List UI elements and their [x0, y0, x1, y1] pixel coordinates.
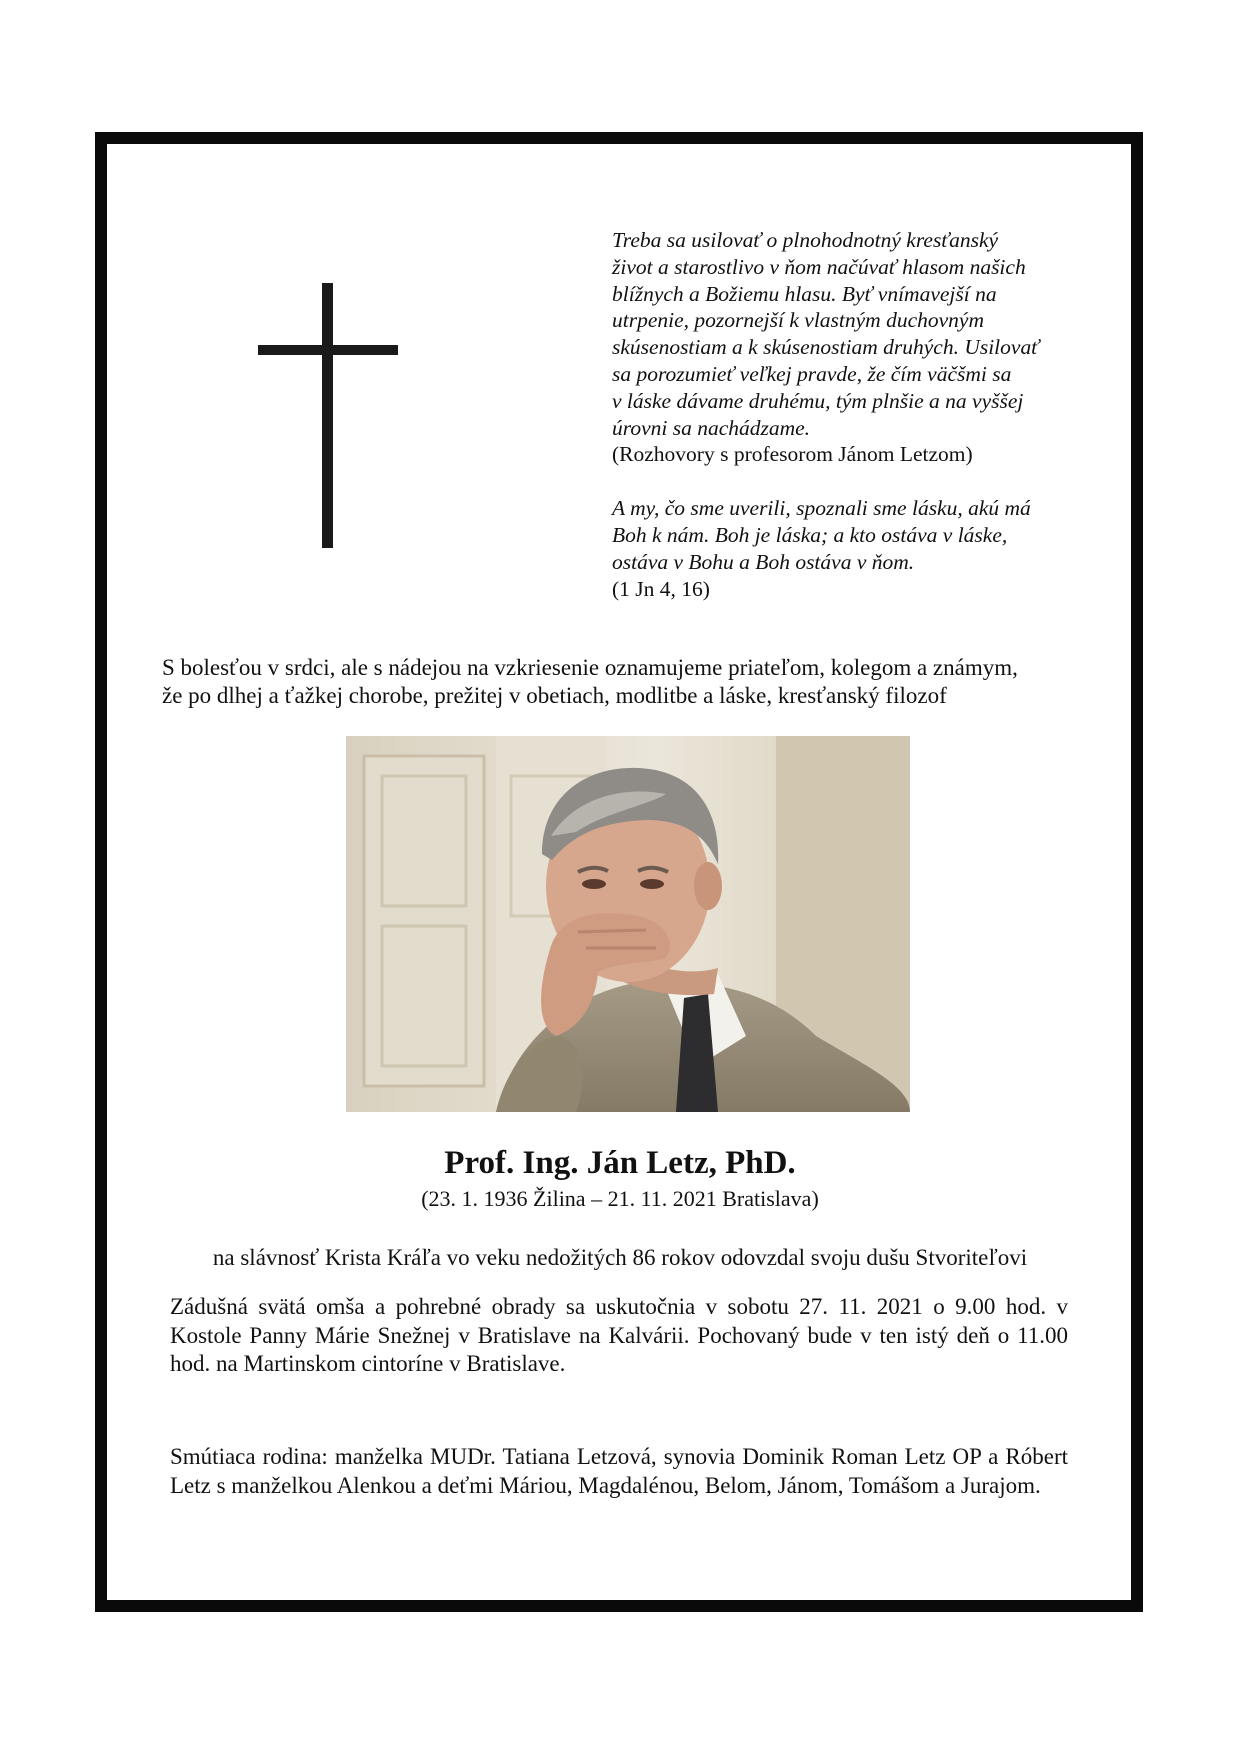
cross-icon: [258, 283, 398, 548]
portrait-illustration: [346, 736, 910, 1112]
quote-2-source: (1 Jn 4, 16): [612, 576, 710, 601]
quote-spacer: [612, 468, 1082, 495]
quotes-block: [612, 227, 1082, 602]
cross-vertical-bar: [322, 283, 333, 548]
cross-horizontal-bar: [258, 345, 398, 355]
passing-statement: na slávnosť Krista Kráľa vo veku nedožitých 86 rokov odovzdal svoju dušu Stvoriteľovi: [212, 1245, 1028, 1270]
quote-1-text: Treba sa usilovať o plnohodnotný kresťanský život a starostlivo v ňom načúvať hlasom našich blížnych a Božiemu hlasu. Byť vnímavejší na utrpenie, pozornejší k vlastným duchovným skúsenostiam a k skúsenostiam druhých. Usilovať sa porozumieť veľkej pravde, že čím väčšmi sa v láske dávame druhému, tým plnšie a na vyššej úrovni sa nachádzame.: [612, 228, 1040, 440]
grieving-family: Smútiaca rodina: manželka MUDr. Tatiana Letzová, synovia Dominik Roman Letz OP a Róbert Letz s manželkou Alenkou a deťmi Máriou, Magdalénou, Belom, Jánom, Tomášom a Jurajom.: [170, 1444, 1068, 1498]
funeral-details: Zádušná svätá omša a pohrebné obrady sa uskutočnia v sobotu 27. 11. 2021 o 9.00 hod. v Kostole Panny Márie Snežnej v Bratislave na Kalvárii. Pochovaný bude v ten istý deň o 11.00 hod. na Martinskom cintoríne v Bratislave.: [170, 1294, 1068, 1376]
deceased-name: Prof. Ing. Ján Letz, PhD.: [444, 1145, 796, 1181]
announcement-intro: S bolesťou v srdci, ale s nádejou na vzkriesenie oznamujeme priateľom, kolegom a známym, že po dlhej a ťažkej chorobe, prežitej v obetiach, modlitbe a láske, kresťanský filozof: [162, 655, 1018, 708]
quote-1-source: (Rozhovory s profesorom Jánom Letzom): [612, 442, 973, 467]
quote-2-text: A my, čo sme uverili, spoznali sme lásku, akú má Boh k nám. Boh je láska; a kto ostáva v láske, ostáva v Bohu a Boh ostáva v ňom.: [612, 496, 1031, 574]
life-dates: (23. 1. 1936 Žilina – 21. 11. 2021 Bratislava): [421, 1186, 819, 1211]
portrait-photo: [346, 736, 910, 1112]
